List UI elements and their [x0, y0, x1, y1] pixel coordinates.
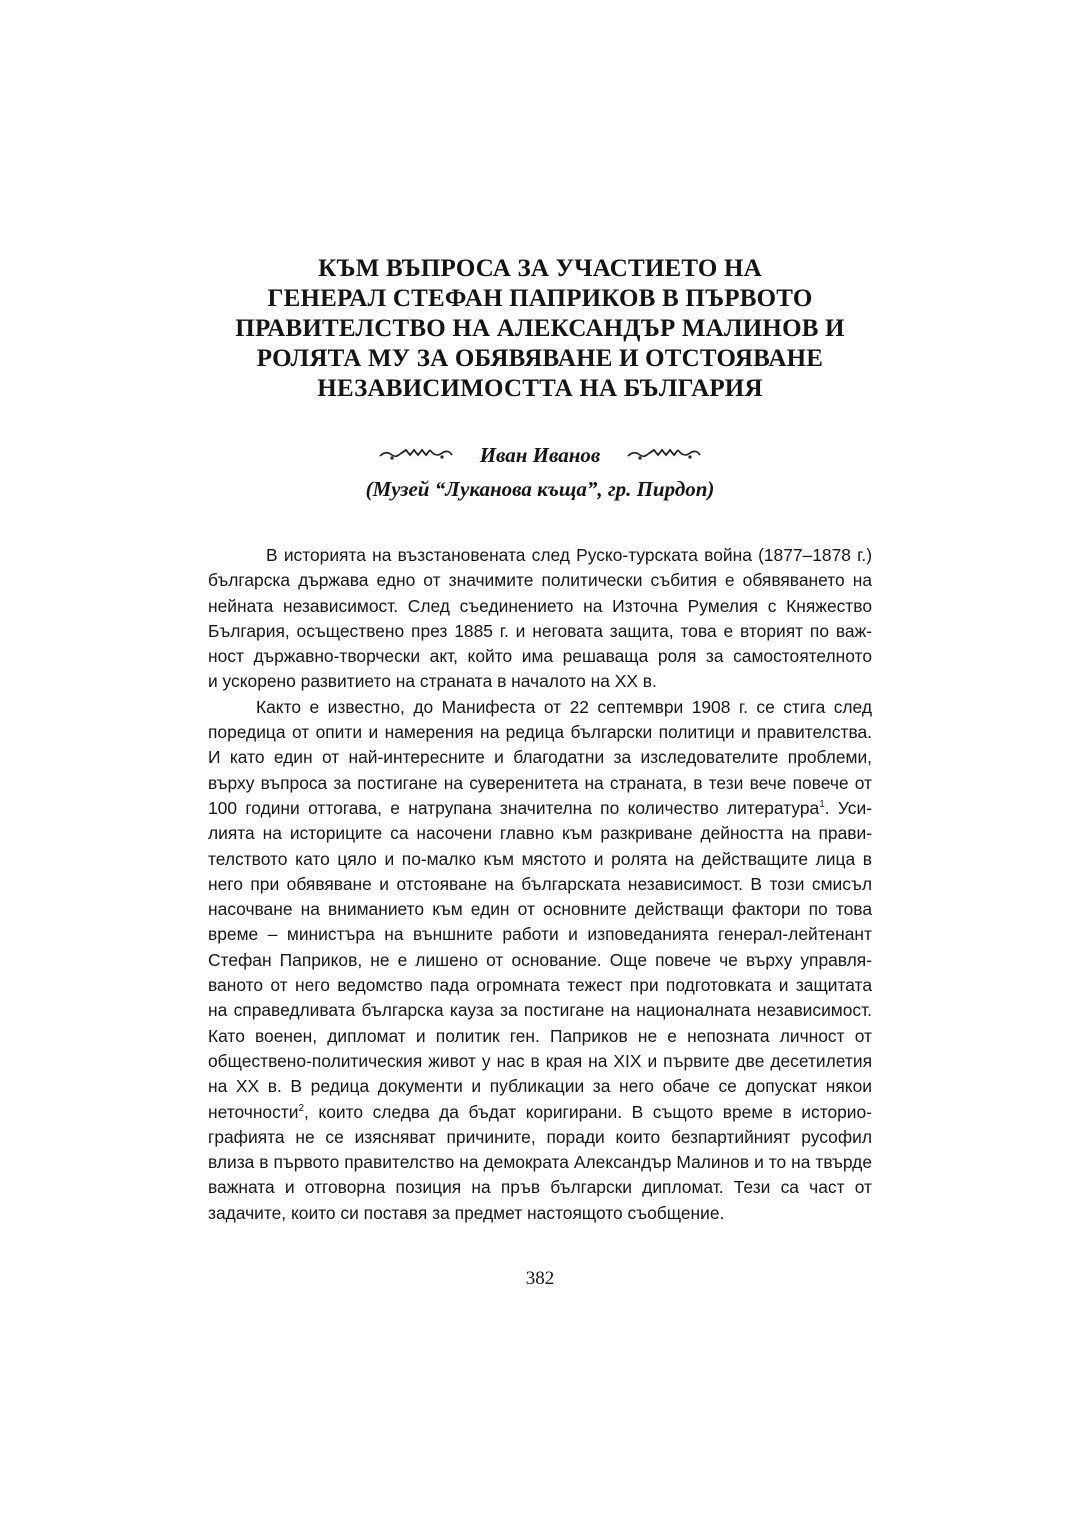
text-line-with-footnote — [208, 796, 872, 821]
text-line: графията не се изясняват причините, поради които безпартийният русофил — [208, 1126, 872, 1147]
text-line: и ускорено развитието на страната в началото на XX в. — [208, 671, 657, 692]
text-line: върху въпроса за постигане на суверенитета на страната, в тези вече повече от — [208, 772, 872, 793]
text-line: влиза в първото правителство на демократа Александър Малинов и то на твърде — [208, 1152, 872, 1173]
left-ornament-icon — [378, 446, 454, 464]
text-line: телството като цяло и по-малко към мястото и ролята на действащите лица в — [208, 848, 872, 869]
author-line — [180, 440, 900, 470]
text-line: В историята на възстановената след Руско-турската война (1877–1878 г.) — [266, 545, 872, 565]
page-number: 382 — [525, 1268, 555, 1289]
text-line: обществено-политическия живот у нас в края на XIX и първите две десетилетия — [208, 1050, 872, 1071]
text-line: задачите, които си поставя за предмет настоящото съобщение. — [208, 1202, 725, 1223]
text-line: на справедливата българска кауза за постигане на националната независимост. — [208, 1000, 872, 1021]
text-line: лията на историците са насочени главно към разкриване дейността на прави- — [208, 823, 872, 844]
title-line: НЕЗАВИСИМОСТТА НА БЪЛГАРИЯ — [317, 375, 763, 402]
text-line: нейната независимост. След съединението на Източна Румелия с Княжество — [208, 595, 872, 616]
text-line: Стефан Паприков, не е лишено от основание. Още повече че върху управля- — [208, 949, 872, 970]
text-line: българска държава едно от значимите политически събития е обявяването на — [208, 570, 872, 591]
text-segment: , които следва да бъдат коригирани. В същото време в историо- — [304, 1101, 872, 1122]
text-line: него при обявяване и отстояване на българската независимост. В този смисъл — [208, 873, 872, 894]
footnote-mark: 2 — [298, 1102, 305, 1114]
text-segment: 100 години оттогава, е натрупана значителна по количество литература — [208, 797, 820, 818]
article-title — [180, 254, 900, 404]
title-line: РОЛЯТА МУ ЗА ОБЯВЯВАНЕ И ОТСТОЯВАНЕ — [256, 345, 824, 372]
text-segment: неточности — [208, 1101, 299, 1122]
title-line: КЪМ ВЪПРОСА ЗА УЧАСТИЕТО НА — [318, 255, 762, 282]
paragraph-1 — [208, 543, 872, 695]
text-line: важната и отговорна позиция на пръв български дипломат. Тези са част от — [208, 1177, 872, 1198]
text-line: ност държавно-творчески акт, който има решаваща роля за самостоятелното — [208, 646, 872, 667]
text-line-with-footnote — [208, 1100, 872, 1125]
title-line: ПРАВИТЕЛСТВО НА АЛЕКСАНДЪР МАЛИНОВ И — [235, 315, 845, 342]
text-line: България, осъществено през 1885 г. и неговата защита, това е вторият по важ- — [208, 620, 872, 641]
right-ornament-icon — [626, 446, 702, 464]
paragraph-2 — [208, 695, 872, 1226]
author-name: Иван Иванов — [479, 443, 601, 467]
text-line: време – министъра на външните работи и изповеданията генерал-лейтенант — [208, 924, 872, 945]
text-line: поредица от опити и намерения на редица български политици и правителства. — [208, 722, 872, 743]
article-body — [208, 543, 872, 1226]
footnote-mark: 1 — [819, 799, 825, 811]
text-line: И като един от най-интересните и благодатни за изследователите проблеми, — [208, 747, 872, 768]
text-line: Както е известно, до Манифеста от 22 септември 1908 г. се стига след — [256, 696, 872, 717]
text-line: Като военен, дипломат и политик ген. Паприков не е непозната личност от — [208, 1025, 872, 1046]
text-line: насочване на вниманието към един от основните действащи фактори по това — [208, 899, 872, 920]
text-line: ваното от него ведомство пада огромната тежест при подготовката и защитата — [208, 975, 872, 996]
text-line: на XX в. В редица документи и публикации за него обаче се допускат някои — [208, 1076, 872, 1097]
text-segment: . Уси- — [824, 797, 873, 818]
author-affiliation: (Музей “Луканова къща”, гр. Пирдоп) — [365, 477, 715, 501]
author-block — [180, 440, 900, 504]
title-line: ГЕНЕРАЛ СТЕФАН ПАПРИКОВ В ПЪРВОТО — [267, 285, 813, 312]
